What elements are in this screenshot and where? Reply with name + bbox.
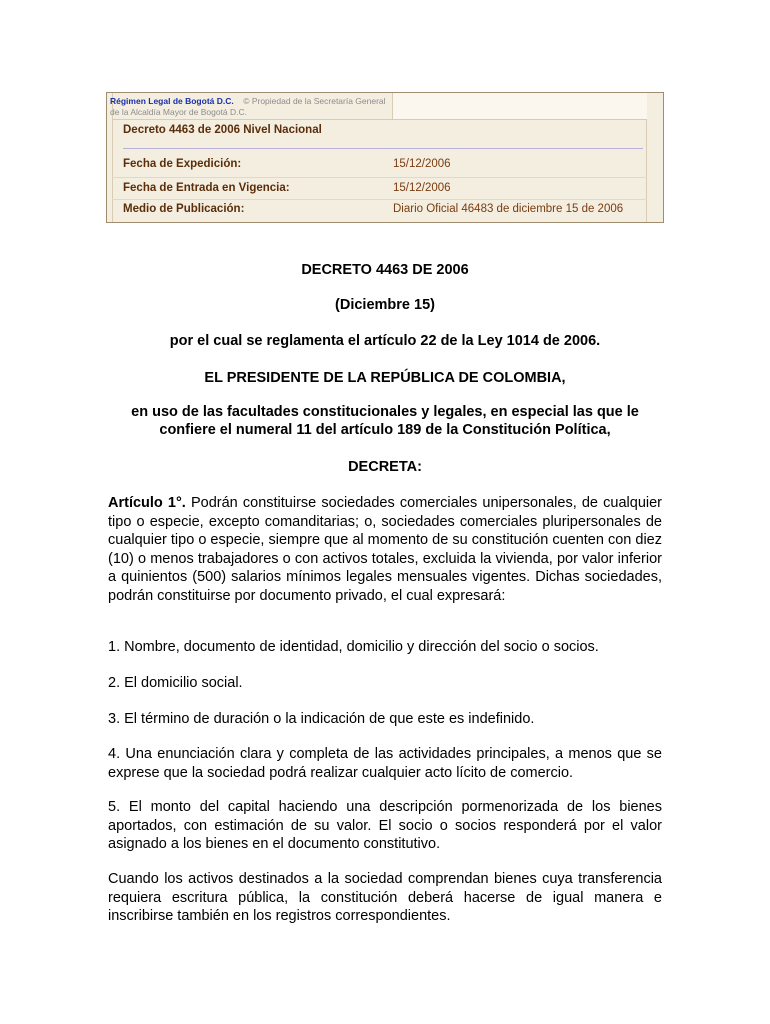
powers-line-2: confiere el numeral 11 del artículo 189 de la Constitución Política, <box>159 422 611 438</box>
decree-heading: DECRETO 4463 DE 2006 <box>301 262 469 278</box>
effective-date-label: Fecha de Entrada en Vigencia: <box>123 182 290 194</box>
article-text: Podrán constituirse sociedades comerciales unipersonales, de cualquier tipo o especie, excepto comanditarias; o, sociedades comerciales pluripersonales de cualquier tipo o especie, siempre que al momento de su constitución cuenten con diez (10) o menos trabajadores o con activos totales, excluida la vivienda, por valor inferior a quinientos (500) salarios mínimos legales mensuales vigentes. Dichas sociedades, podrán constituirse por documento privado, el cual expresará: <box>108 495 662 604</box>
source-rights: © Propiedad de la Secretaría General de la Alcaldía Mayor de Bogotá D.C. <box>110 96 386 117</box>
powers-line-1: en uso de las facultades constitucionales y legales, en especial las que le <box>131 404 639 420</box>
decree-metadata-box <box>106 92 664 223</box>
decreta-heading: DECRETA: <box>348 459 422 475</box>
list-item: 4. Una enunciación clara y completa de las actividades principales, a menos que se exprese que la sociedad podrá realizar cualquier acto lícito de comercio. <box>108 746 662 781</box>
effective-date-value: 15/12/2006 <box>393 182 451 194</box>
source-title-link[interactable]: Régimen Legal de Bogotá D.C. <box>110 96 234 106</box>
expedition-date-label: Fecha de Expedición: <box>123 158 242 170</box>
article-label: Artículo 1°. <box>108 495 186 511</box>
decree-date: (Diciembre 15) <box>335 297 435 313</box>
list-item: 3. El término de duración o la indicación de que este es indefinido. <box>108 711 535 727</box>
list-item: 5. El monto del capital haciendo una descripción pormenorizada de los bienes aportados, con estimación de su valor. El socio o socios responderá por el valor asignado a los bienes en el documento constitutivo. <box>108 799 662 852</box>
closing-paragraph: Cuando los activos destinados a la sociedad comprendan bienes cuya transferencia requiera escritura pública, la constitución deberá hacerse de igual manera e inscribirse también en los registros correspondientes. <box>108 871 662 924</box>
source-attribution <box>110 96 390 118</box>
decree-title: Decreto 4463 de 2006 Nivel Nacional <box>123 124 322 136</box>
expedition-date-value: 15/12/2006 <box>393 158 451 170</box>
publication-medium-label: Medio de Publicación: <box>123 203 245 215</box>
list-item: 2. El domicilio social. <box>108 675 243 691</box>
decree-subject: por el cual se reglamenta el artículo 22 de la Ley 1014 de 2006. <box>169 333 601 349</box>
list-item: 1. Nombre, documento de identidad, domicilio y dirección del socio o socios. <box>108 639 599 655</box>
issuing-authority: EL PRESIDENTE DE LA REPÚBLICA DE COLOMBIA, <box>204 370 566 386</box>
article-1 <box>108 494 662 605</box>
title-divider <box>123 148 643 149</box>
publication-medium-value: Diario Oficial 46483 de diciembre 15 de 2006 <box>393 203 624 215</box>
